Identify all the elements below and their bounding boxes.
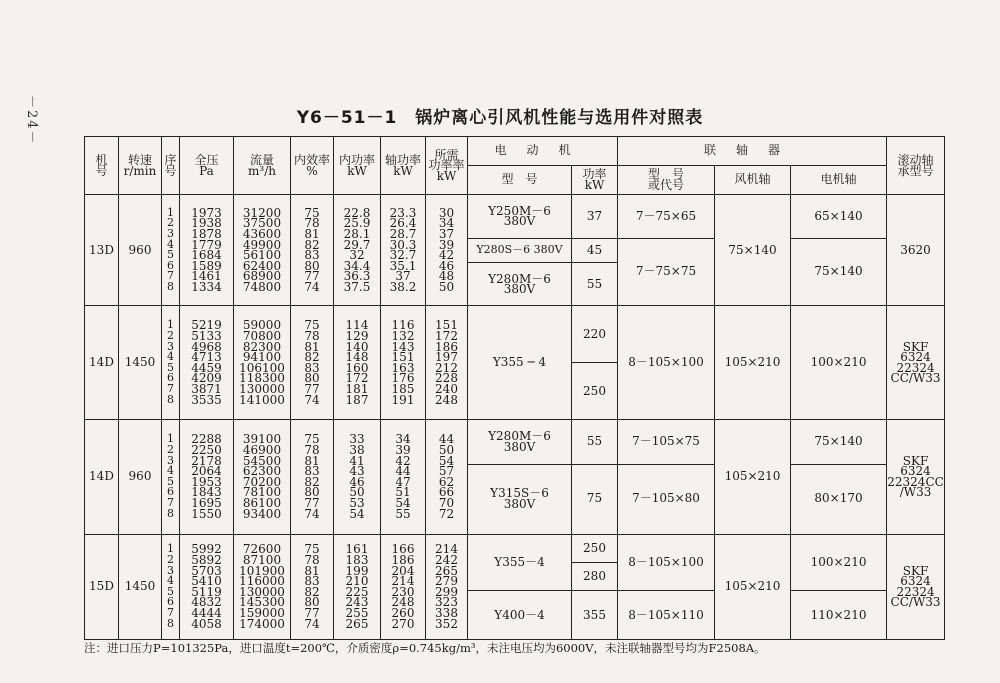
cell-coupling-model: 7－75×75 [618,238,715,306]
cell-motor-model: Y355－4 [468,534,572,591]
cell-efficiency: 75 78 81 82 83 80 77 74 [291,195,334,306]
cell-inner-power: 22.8 25.9 28.1 29.7 32 34.4 36.3 37.5 [334,195,381,306]
cell-pressure: 5992 5892 5703 5410 5119 4832 4444 4058 [180,534,234,640]
cell-coupling-model: 7－105×80 [618,464,715,534]
cell-bearing: 3620 [887,195,945,306]
cell-speed: 1450 [119,306,162,420]
cell-motor-model: Y280S－6 380V [468,238,572,262]
cell-required-power: 30 34 37 39 42 46 48 50 [426,195,468,306]
header-seq: 序 号 [162,137,180,195]
cell-model: 13D [85,195,119,306]
header-flow: 流量 m³/h [234,137,291,195]
header-shaft-power: 轴功率 kW [381,137,426,195]
cell-motor-power: 220 [572,306,618,363]
cell-motor-shaft: 75×140 [791,419,887,464]
cell-speed: 960 [119,419,162,534]
cell-model: 14D [85,419,119,534]
cell-seq: 1 2 3 4 5 6 7 8 [162,534,180,640]
cell-coupling-model: 7－105×75 [618,419,715,464]
header-fan-shaft: 风机轴 [715,166,791,195]
cell-required-power: 44 50 54 57 62 66 70 72 [426,419,468,534]
header-motor-power: 功率 kW [572,166,618,195]
cell-fan-shaft: 75×140 [715,195,791,306]
cell-motor-shaft: 65×140 [791,195,887,239]
cell-motor-power: 250 [572,534,618,562]
cell-shaft-power: 23.3 26.4 28.7 30.3 32.7 35.1 37 38.2 [381,195,426,306]
cell-model: 14D [85,306,119,420]
cell-motor-power: 55 [572,262,618,306]
cell-model: 15D [85,534,119,640]
header-coupling-model: 型 号 或代号 [618,166,715,195]
page-number: －24－ [24,95,39,146]
performance-table [84,136,945,640]
header-bearing: 滚动轴 承型号 [887,137,945,195]
cell-coupling-model: 8－105×100 [618,306,715,420]
cell-seq: 1 2 3 4 5 6 7 8 [162,195,180,306]
cell-bearing: SKF 6324 22324CC /W33 [887,419,945,534]
header-speed: 转速 r/min [119,137,162,195]
cell-flow: 59000 70800 82300 94100 106100 118300 130000 141000 [234,306,291,420]
cell-flow: 31200 37500 43600 49900 56100 62400 68900 74800 [234,195,291,306]
header-row-1 [85,137,945,166]
cell-motor-model: Y250M－6 380V [468,195,572,239]
cell-coupling-model: 8－105×100 [618,534,715,591]
cell-fan-shaft: 105×210 [715,534,791,640]
cell-motor-power: 55 [572,419,618,464]
cell-efficiency: 75 78 81 82 83 80 77 74 [291,306,334,420]
cell-motor-model: Y280M－6 380V [468,419,572,464]
cell-motor-power: 45 [572,238,618,262]
cell-efficiency: 75 78 81 83 82 80 77 74 [291,419,334,534]
cell-motor-model: Y315S－6 380V [468,464,572,534]
cell-pressure: 2288 2250 2178 2064 1953 1843 1695 1550 [180,419,234,534]
cell-motor-shaft: 80×170 [791,464,887,534]
cell-motor-model: Y400－4 [468,591,572,640]
cell-flow: 72600 87100 101900 116000 130000 145300 159000 174000 [234,534,291,640]
cell-motor-power: 250 [572,363,618,420]
header-pressure: 全压 Pa [180,137,234,195]
cell-motor-shaft: 75×140 [791,238,887,306]
cell-fan-shaft: 105×210 [715,419,791,534]
cell-motor-power: 280 [572,562,618,590]
footnote: 注：进口压力P=101325Pa，进口温度t=200℃，介质密度ρ=0.745kg/m³，未注电压均为6000V，未注联轴器型号均为F2508A。 [84,641,766,655]
cell-coupling-model: 8－105×110 [618,591,715,640]
cell-shaft-power: 116 132 143 151 163 176 185 191 [381,306,426,420]
cell-efficiency: 75 78 81 83 82 80 77 74 [291,534,334,640]
cell-motor-model: Y280M－6 380V [468,262,572,306]
cell-motor-power: 75 [572,464,618,534]
cell-pressure: 5219 5133 4968 4713 4459 4209 3871 3535 [180,306,234,420]
header-inner-power: 内功率 kW [334,137,381,195]
cell-shaft-power: 34 39 42 44 47 51 54 55 [381,419,426,534]
header-efficiency: 内效率 % [291,137,334,195]
header-coupling-group: 联轴器 [618,137,887,166]
cell-bearing: SKF 6324 22324 CC/W33 [887,534,945,640]
cell-motor-power: 355 [572,591,618,640]
table-row [85,195,945,235]
header-motor-shaft: 电机轴 [791,166,887,195]
cell-motor-shaft: 100×210 [791,306,887,420]
header-motor-model: 型 号 [468,166,572,195]
cell-inner-power: 114 129 140 148 160 172 181 187 [334,306,381,420]
cell-seq: 1 2 3 4 5 6 7 8 [162,306,180,420]
cell-fan-shaft: 105×210 [715,306,791,420]
cell-flow: 39100 46900 54500 62300 70200 78100 86100 93400 [234,419,291,534]
header-motor-group: 电动机 [468,137,618,166]
cell-required-power: 151 172 186 197 212 228 240 248 [426,306,468,420]
cell-speed: 960 [119,195,162,306]
table-row [85,419,945,464]
header-model: 机 号 [85,137,119,195]
cell-seq: 1 2 3 4 5 6 7 8 [162,419,180,534]
table-row [85,534,945,562]
cell-motor-shaft: 110×210 [791,591,887,640]
cell-coupling-model: 7－75×65 [618,195,715,239]
page-title: Y6－51－1 锅炉离心引风机性能与选用件对照表 [296,108,704,128]
cell-bearing: SKF 6324 22324 CC/W33 [887,306,945,420]
cell-motor-shaft: 100×210 [791,534,887,591]
cell-speed: 1450 [119,534,162,640]
cell-shaft-power: 166 186 204 214 230 248 260 270 [381,534,426,640]
table-row [85,306,945,363]
cell-inner-power: 161 183 199 210 225 243 255 265 [334,534,381,640]
cell-inner-power: 33 38 41 43 46 50 53 54 [334,419,381,534]
cell-pressure: 1973 1938 1878 1779 1684 1589 1461 1334 [180,195,234,306]
cell-motor-model: Y355 ─ 4 [468,306,572,420]
cell-required-power: 214 242 265 279 299 323 338 352 [426,534,468,640]
cell-motor-power: 37 [572,195,618,239]
header-required-power: 所需 功率率 kW [426,137,468,195]
